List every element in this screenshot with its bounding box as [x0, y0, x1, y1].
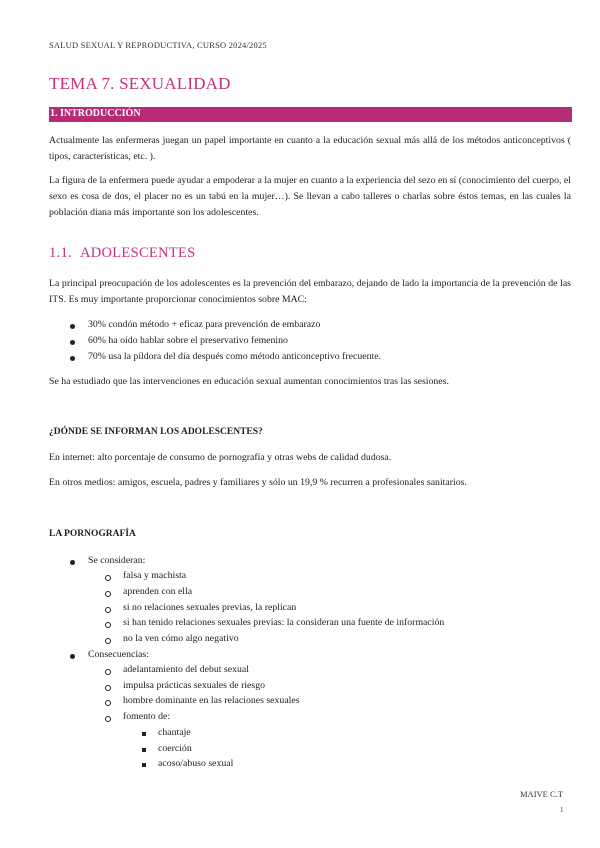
- list-item: Se consideran:: [88, 555, 146, 566]
- bullet-dot: [70, 356, 75, 361]
- bullet-dot: [70, 560, 75, 565]
- list-item: impulsa prácticas sexuales de riesgo: [123, 680, 266, 691]
- bullet-circle: [105, 607, 111, 613]
- bullet-dot: [70, 324, 75, 329]
- list-item: fomento de:: [123, 711, 171, 722]
- list-item: 70% usa la píldora del día después como método anticonceptivo frecuente.: [88, 351, 381, 362]
- intro-paragraph-1: Actualmente las enfermeras juegan un papel importante en cuanto a la educación sexual más allá de los métodos anticonceptivos ( tipos, características, etc. ).: [49, 135, 571, 162]
- bullet-square: [142, 748, 146, 752]
- subsection-heading-adolescentes: [49, 245, 196, 262]
- adolescentes-paragraph-2: Se ha estudiado que las intervenciones en educación sexual aumentan conocimientos tras las sesiones.: [49, 376, 449, 387]
- adolescentes-paragraph-1: La principal preocupación de los adolescentes es la prevención del embarazo, dejando de lado la importancia de la prevención de las ITS. Es muy importante proporcionar conocimientos sobre MAC:: [49, 278, 571, 305]
- course-header: SALUD SEXUAL Y REPRODUCTIVA, CURSO 2024/2025: [49, 40, 267, 50]
- page-number: 1: [560, 806, 564, 814]
- list-item: coerción: [158, 743, 192, 754]
- section-heading-bar: [49, 107, 572, 122]
- footer-author: MAIVE C.T: [520, 789, 563, 799]
- list-item: hombre dominante en las relaciones sexuales: [123, 695, 300, 706]
- page-title: TEMA 7. SEXUALIDAD: [49, 74, 231, 93]
- list-item: Consecuencias:: [88, 649, 149, 660]
- bullet-circle: [105, 669, 111, 675]
- bullet-circle: [105, 575, 111, 581]
- heading-pornografia: LA PORNOGRAFÍA: [49, 529, 136, 539]
- list-item: chantaje: [158, 727, 191, 738]
- list-item: si han tenido relaciones sexuales previas: la consideran una fuente de información: [123, 617, 445, 628]
- list-item: falsa y machista: [123, 570, 187, 581]
- informan-paragraph-1: En internet: alto porcentaje de consumo de pornografía y otras webs de calidad dudosa.: [49, 452, 392, 463]
- list-item: adelantamiento del debut sexual: [123, 664, 249, 675]
- bullet-dot: [70, 340, 75, 345]
- list-item: si no relaciones sexuales previas, la replican: [123, 602, 297, 613]
- list-item: no la ven cómo algo negativo: [123, 633, 239, 644]
- bullet-square: [142, 732, 146, 736]
- section-heading-introduccion: 1. INTRODUCCIÓN: [50, 108, 141, 119]
- list-item: aprenden con ella: [123, 586, 193, 597]
- bullet-circle: [105, 591, 111, 597]
- subsection-title: ADOLESCENTES: [79, 245, 196, 261]
- bullet-dot: [70, 654, 75, 659]
- subsection-number: 1.1.: [49, 245, 72, 261]
- bullet-square: [142, 763, 146, 767]
- bullet-circle: [105, 622, 111, 628]
- intro-paragraph-2: La figura de la enfermera puede ayudar a empoderar a la mujer en cuanto a la experiencia del sezo en sí (conocimiento del cuerpo, el sexo es cosa de dos, el placer no es un tabú en la mujer…). Se llevan a cabo talleres o charlas sobre éstos temas, en las cuales la población diana más importante son los adolescentes.: [49, 175, 571, 218]
- heading-donde-informan: ¿DÓNDE SE INFORMAN LOS ADOLESCENTES?: [49, 427, 263, 437]
- list-item: 30% condón método + eficaz para prevención de embarazo: [88, 319, 321, 330]
- bullet-circle: [105, 716, 111, 722]
- list-item: 60% ha oído hablar sobre el preservativo femenino: [88, 335, 288, 346]
- list-item: acoso/abuso sexual: [158, 758, 234, 769]
- bullet-circle: [105, 700, 111, 706]
- bullet-circle: [105, 685, 111, 691]
- bullet-circle: [105, 638, 111, 644]
- informan-paragraph-2: En otros medios: amigos, escuela, padres y familiares y sólo un 19,9 % recurren a profesionales sanitarios.: [49, 477, 467, 488]
